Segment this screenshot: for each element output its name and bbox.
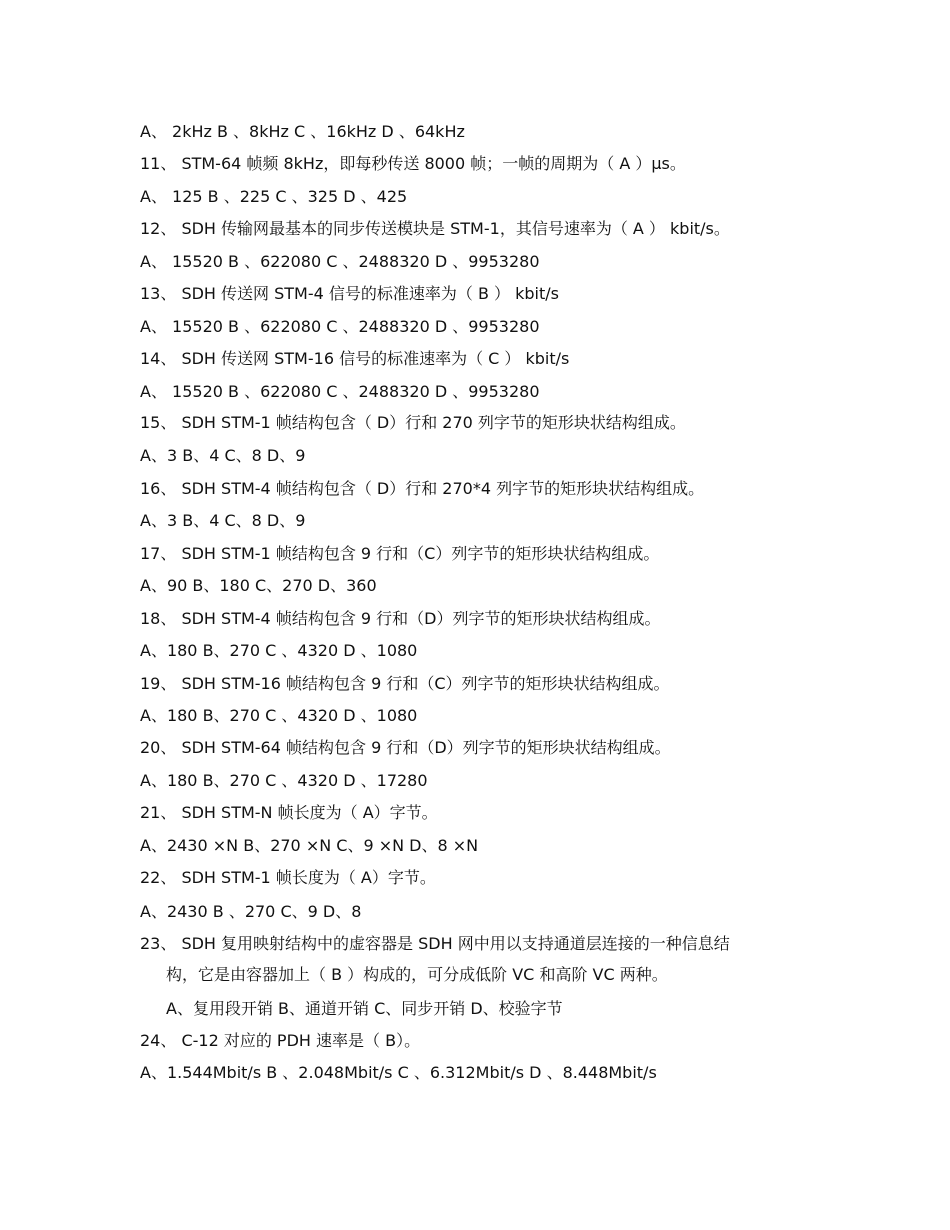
question-21: 21、 SDH STM-N 帧长度为（ A）字节。 bbox=[140, 803, 438, 822]
question-23-continued: 构，它是由容器加上（ B ）构成的，可分成低阶 VC 和高阶 VC 两种。 bbox=[166, 965, 668, 984]
answer-options-16: A、3 B、4 C、8 D、9 bbox=[140, 511, 306, 530]
answer-options-13: A、 15520 B 、622080 C 、2488320 D 、9953280 bbox=[140, 317, 540, 336]
question-18: 18、 SDH STM-4 帧结构包含 9 行和（D）列字节的矩形块状结构组成。 bbox=[140, 609, 661, 628]
question-16: 16、 SDH STM-4 帧结构包含（ D）行和 270*4 列字节的矩形块状结构组成。 bbox=[140, 479, 705, 498]
question-23: 23、 SDH 复用映射结构中的虚容器是 SDH 网中用以支持通道层连接的一种信息结 bbox=[140, 934, 730, 953]
answer-options-17: A、90 B、180 C、270 D、360 bbox=[140, 576, 377, 595]
answer-options-20: A、180 B、270 C 、4320 D 、17280 bbox=[140, 771, 428, 790]
answer-options-15: A、3 B、4 C、8 D、9 bbox=[140, 446, 306, 465]
answer-options-18: A、180 B、270 C 、4320 D 、1080 bbox=[140, 641, 418, 660]
answer-options-11: A、 125 B 、225 C 、325 D 、425 bbox=[140, 187, 408, 206]
question-14: 14、 SDH 传送网 STM-16 信号的标准速率为（ C ） kbit/s bbox=[140, 349, 570, 368]
question-20: 20、 SDH STM-64 帧结构包含 9 行和（D）列字节的矩形块状结构组成。 bbox=[140, 738, 671, 757]
answer-options-19: A、180 B、270 C 、4320 D 、1080 bbox=[140, 706, 418, 725]
answer-options-14: A、 15520 B 、622080 C 、2488320 D 、9953280 bbox=[140, 382, 540, 401]
question-11: 11、 STM-64 帧频 8kHz，即每秒传送 8000 帧；一帧的周期为（ A ）µs。 bbox=[140, 154, 686, 173]
answer-options-21: A、2430 ×N B、270 ×N C、9 ×N D、8 ×N bbox=[140, 836, 479, 855]
answer-options-24: A、1.544Mbit/s B 、2.048Mbit/s C 、6.312Mbit/s D 、8.448Mbit/s bbox=[140, 1063, 657, 1082]
question-15: 15、 SDH STM-1 帧结构包含（ D）行和 270 列字节的矩形块状结构组成。 bbox=[140, 413, 686, 432]
question-24: 24、 C-12 对应的 PDH 速率是（ B）。 bbox=[140, 1031, 421, 1050]
question-13: 13、 SDH 传送网 STM-4 信号的标准速率为（ B ） kbit/s bbox=[140, 284, 560, 303]
question-17: 17、 SDH STM-1 帧结构包含 9 行和（C）列字节的矩形块状结构组成。 bbox=[140, 544, 660, 563]
answer-options-22: A、2430 B 、270 C、9 D、8 bbox=[140, 902, 362, 921]
answer-options-12: A、 15520 B 、622080 C 、2488320 D 、9953280 bbox=[140, 252, 540, 271]
question-19: 19、 SDH STM-16 帧结构包含 9 行和（C）列字节的矩形块状结构组成。 bbox=[140, 674, 670, 693]
answer-options-10: A、 2kHz B 、8kHz C 、16kHz D 、64kHz bbox=[140, 122, 465, 141]
question-22: 22、 SDH STM-1 帧长度为（ A）字节。 bbox=[140, 868, 436, 887]
question-12: 12、 SDH 传输网最基本的同步传送模块是 STM-1，其信号速率为（ A ） kbit/s。 bbox=[140, 219, 730, 238]
answer-options-23: A、复用段开销 B、通道开销 C、同步开销 D、校验字节 bbox=[166, 999, 563, 1018]
